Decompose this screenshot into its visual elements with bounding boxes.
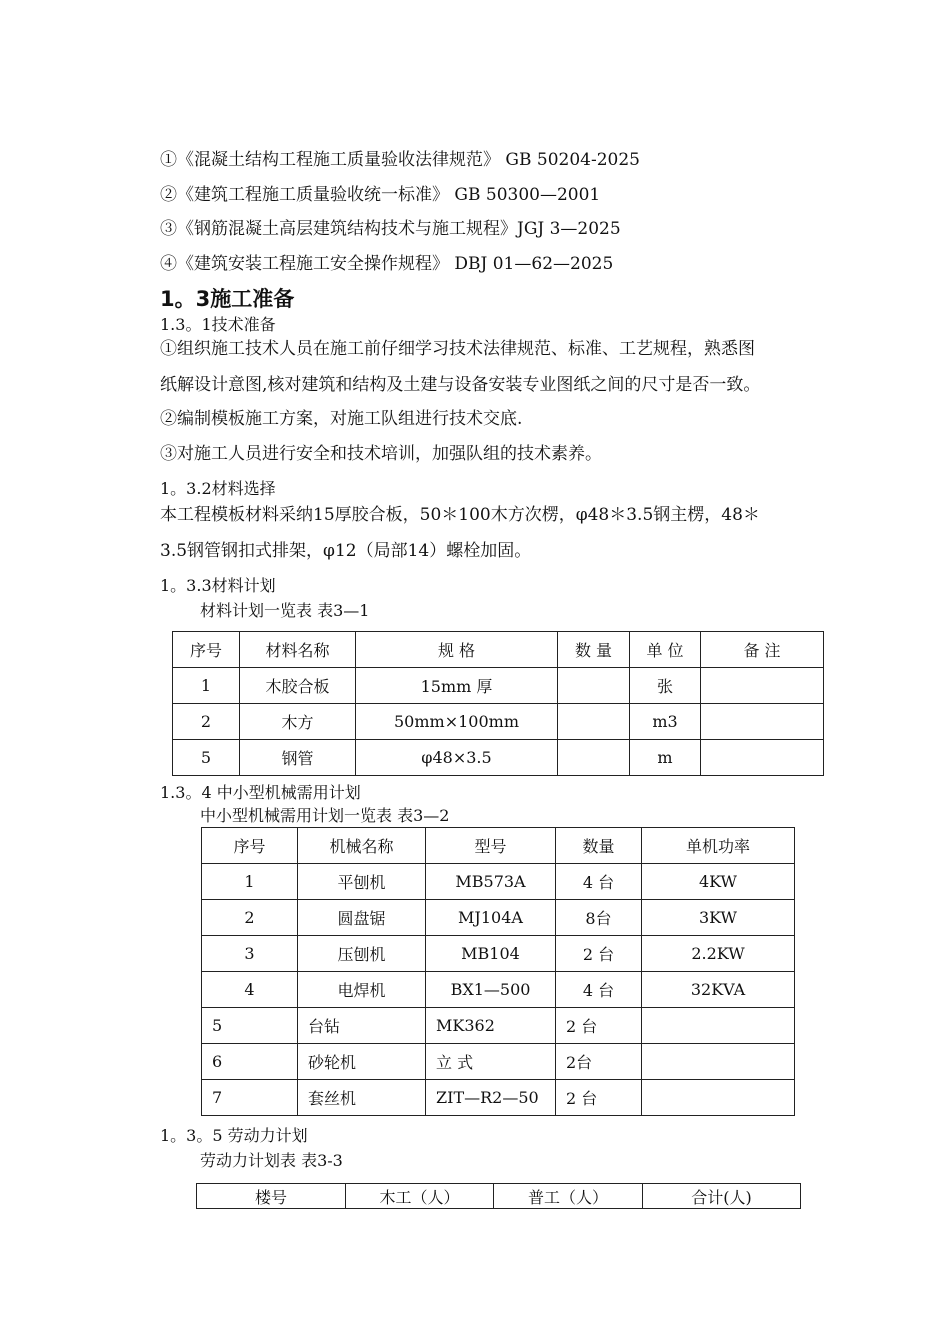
table-cell: MB573A [426,864,556,900]
table-cell: m [630,740,701,776]
reference-1: ①《混凝土结构工程施工质量验收法律规范》 GB 50204-2025 [160,150,640,170]
table-cell [701,740,824,776]
material-select-heading: 1。3.2材料选择 [160,479,276,498]
reference-4: ④《建筑安装工程施工安全操作规程》 DBJ 01—62—2025 [160,254,614,274]
table-header-cell: 单 位 [630,632,701,668]
table-cell: ZIT—R2—50 [426,1080,556,1116]
table-header-cell: 序号 [173,632,240,668]
material-plan-table [172,631,824,776]
table-header-cell: 序号 [202,828,298,864]
table-cell: φ48×3.5 [356,740,558,776]
table-cell: 6 [202,1044,298,1080]
tech-prep-item: ①组织施工技术人员在施工前仔细学习技术法律规范、标准、工艺规程，熟悉图 [160,339,755,359]
table-row [173,740,824,776]
tech-prep-heading: 1.3。1技术准备 [160,315,276,334]
table-cell [558,668,630,704]
table-header-cell: 机械名称 [298,828,426,864]
labor-plan-caption: 劳动力计划表 表3-3 [200,1151,343,1170]
table-row [202,1008,795,1044]
table-row [202,936,795,972]
table-cell: MB104 [426,936,556,972]
table-cell: 钢管 [240,740,356,776]
table-header-cell: 材料名称 [240,632,356,668]
machine-plan-table [201,827,795,1116]
table-cell [558,740,630,776]
table-cell: 2 台 [556,1008,642,1044]
table-cell: 台钻 [298,1008,426,1044]
table-cell: 圆盘锯 [298,900,426,936]
tech-prep-item: 纸解设计意图,核对建筑和结构及土建与设备安装专业图纸之间的尺寸是否一致。 [160,375,761,395]
table-cell: 7 [202,1080,298,1116]
table-cell: 5 [202,1008,298,1044]
table-row [173,704,824,740]
section-title: 1。3施工准备 [160,287,295,311]
table-cell: 8台 [556,900,642,936]
table-cell [558,704,630,740]
table-cell [701,668,824,704]
table-cell: 3KW [642,900,795,936]
table-cell: 1 [173,668,240,704]
table-cell: 木方 [240,704,356,740]
table-header-row [197,1184,801,1209]
table-cell: 50mm×100mm [356,704,558,740]
table-header-cell: 合计(人) [643,1184,801,1209]
table-cell: 2 [173,704,240,740]
table-cell [642,1008,795,1044]
table-cell: 3 [202,936,298,972]
table-header-cell: 木工（人） [346,1184,494,1209]
table-header-cell: 普工（人） [494,1184,643,1209]
table-row [202,900,795,936]
table-cell: 15mm 厚 [356,668,558,704]
table-cell [642,1044,795,1080]
table-cell: 4 台 [556,972,642,1008]
table-cell: 木胶合板 [240,668,356,704]
table-cell: 张 [630,668,701,704]
table-cell: 电焊机 [298,972,426,1008]
tech-prep-item: ③对施工人员进行安全和技术培训，加强队组的技术素养。 [160,444,602,464]
table-cell: 1 [202,864,298,900]
table-row [202,1080,795,1116]
table-cell: 平刨机 [298,864,426,900]
table-cell: MK362 [426,1008,556,1044]
table-cell: 立 式 [426,1044,556,1080]
table-cell: m3 [630,704,701,740]
table-cell: 32KVA [642,972,795,1008]
table-cell: 2.2KW [642,936,795,972]
table-header-cell: 数 量 [558,632,630,668]
table-cell: MJ104A [426,900,556,936]
table-header-cell: 备 注 [701,632,824,668]
labor-plan-table [196,1183,801,1209]
table-cell: 5 [173,740,240,776]
table-cell: 4 [202,972,298,1008]
machine-plan-heading: 1.3。4 中小型机械需用计划 [160,783,361,802]
table-header-row [173,632,824,668]
table-cell [701,704,824,740]
tech-prep-item: ②编制模板施工方案，对施工队组进行技术交底. [160,409,523,429]
material-plan-caption: 材料计划一览表 表3—1 [200,601,370,620]
labor-plan-heading: 1。3。5 劳动力计划 [160,1126,308,1145]
table-header-cell: 型号 [426,828,556,864]
reference-2: ②《建筑工程施工质量验收统一标准》 GB 50300—2001 [160,185,601,205]
table-cell: BX1—500 [426,972,556,1008]
reference-3: ③《钢筋混凝土高层建筑结构技术与施工规程》JGJ 3—2025 [160,219,621,239]
table-cell: 2 [202,900,298,936]
material-plan-heading: 1。3.3材料计划 [160,576,276,595]
table-cell: 砂轮机 [298,1044,426,1080]
machine-plan-caption: 中小型机械需用计划一览表 表3—2 [200,806,450,825]
material-select-line: 本工程模板材料采纳15厚胶合板，50＊100木方次楞，φ48＊3.5钢主楞，48＊ [160,505,760,525]
table-header-row [202,828,795,864]
table-header-cell: 规 格 [356,632,558,668]
table-cell: 4KW [642,864,795,900]
table-cell [642,1080,795,1116]
table-header-cell: 数量 [556,828,642,864]
table-row [173,668,824,704]
table-cell: 2 台 [556,1080,642,1116]
table-header-cell: 单机功率 [642,828,795,864]
table-row [202,864,795,900]
table-cell: 2 台 [556,936,642,972]
table-cell: 压刨机 [298,936,426,972]
table-row [202,1044,795,1080]
table-cell: 4 台 [556,864,642,900]
table-row [202,972,795,1008]
table-cell: 2台 [556,1044,642,1080]
table-cell: 套丝机 [298,1080,426,1116]
material-select-line: 3.5钢管钢扣式排架，φ12（局部14）螺栓加固。 [160,541,532,561]
table-header-cell: 楼号 [197,1184,346,1209]
